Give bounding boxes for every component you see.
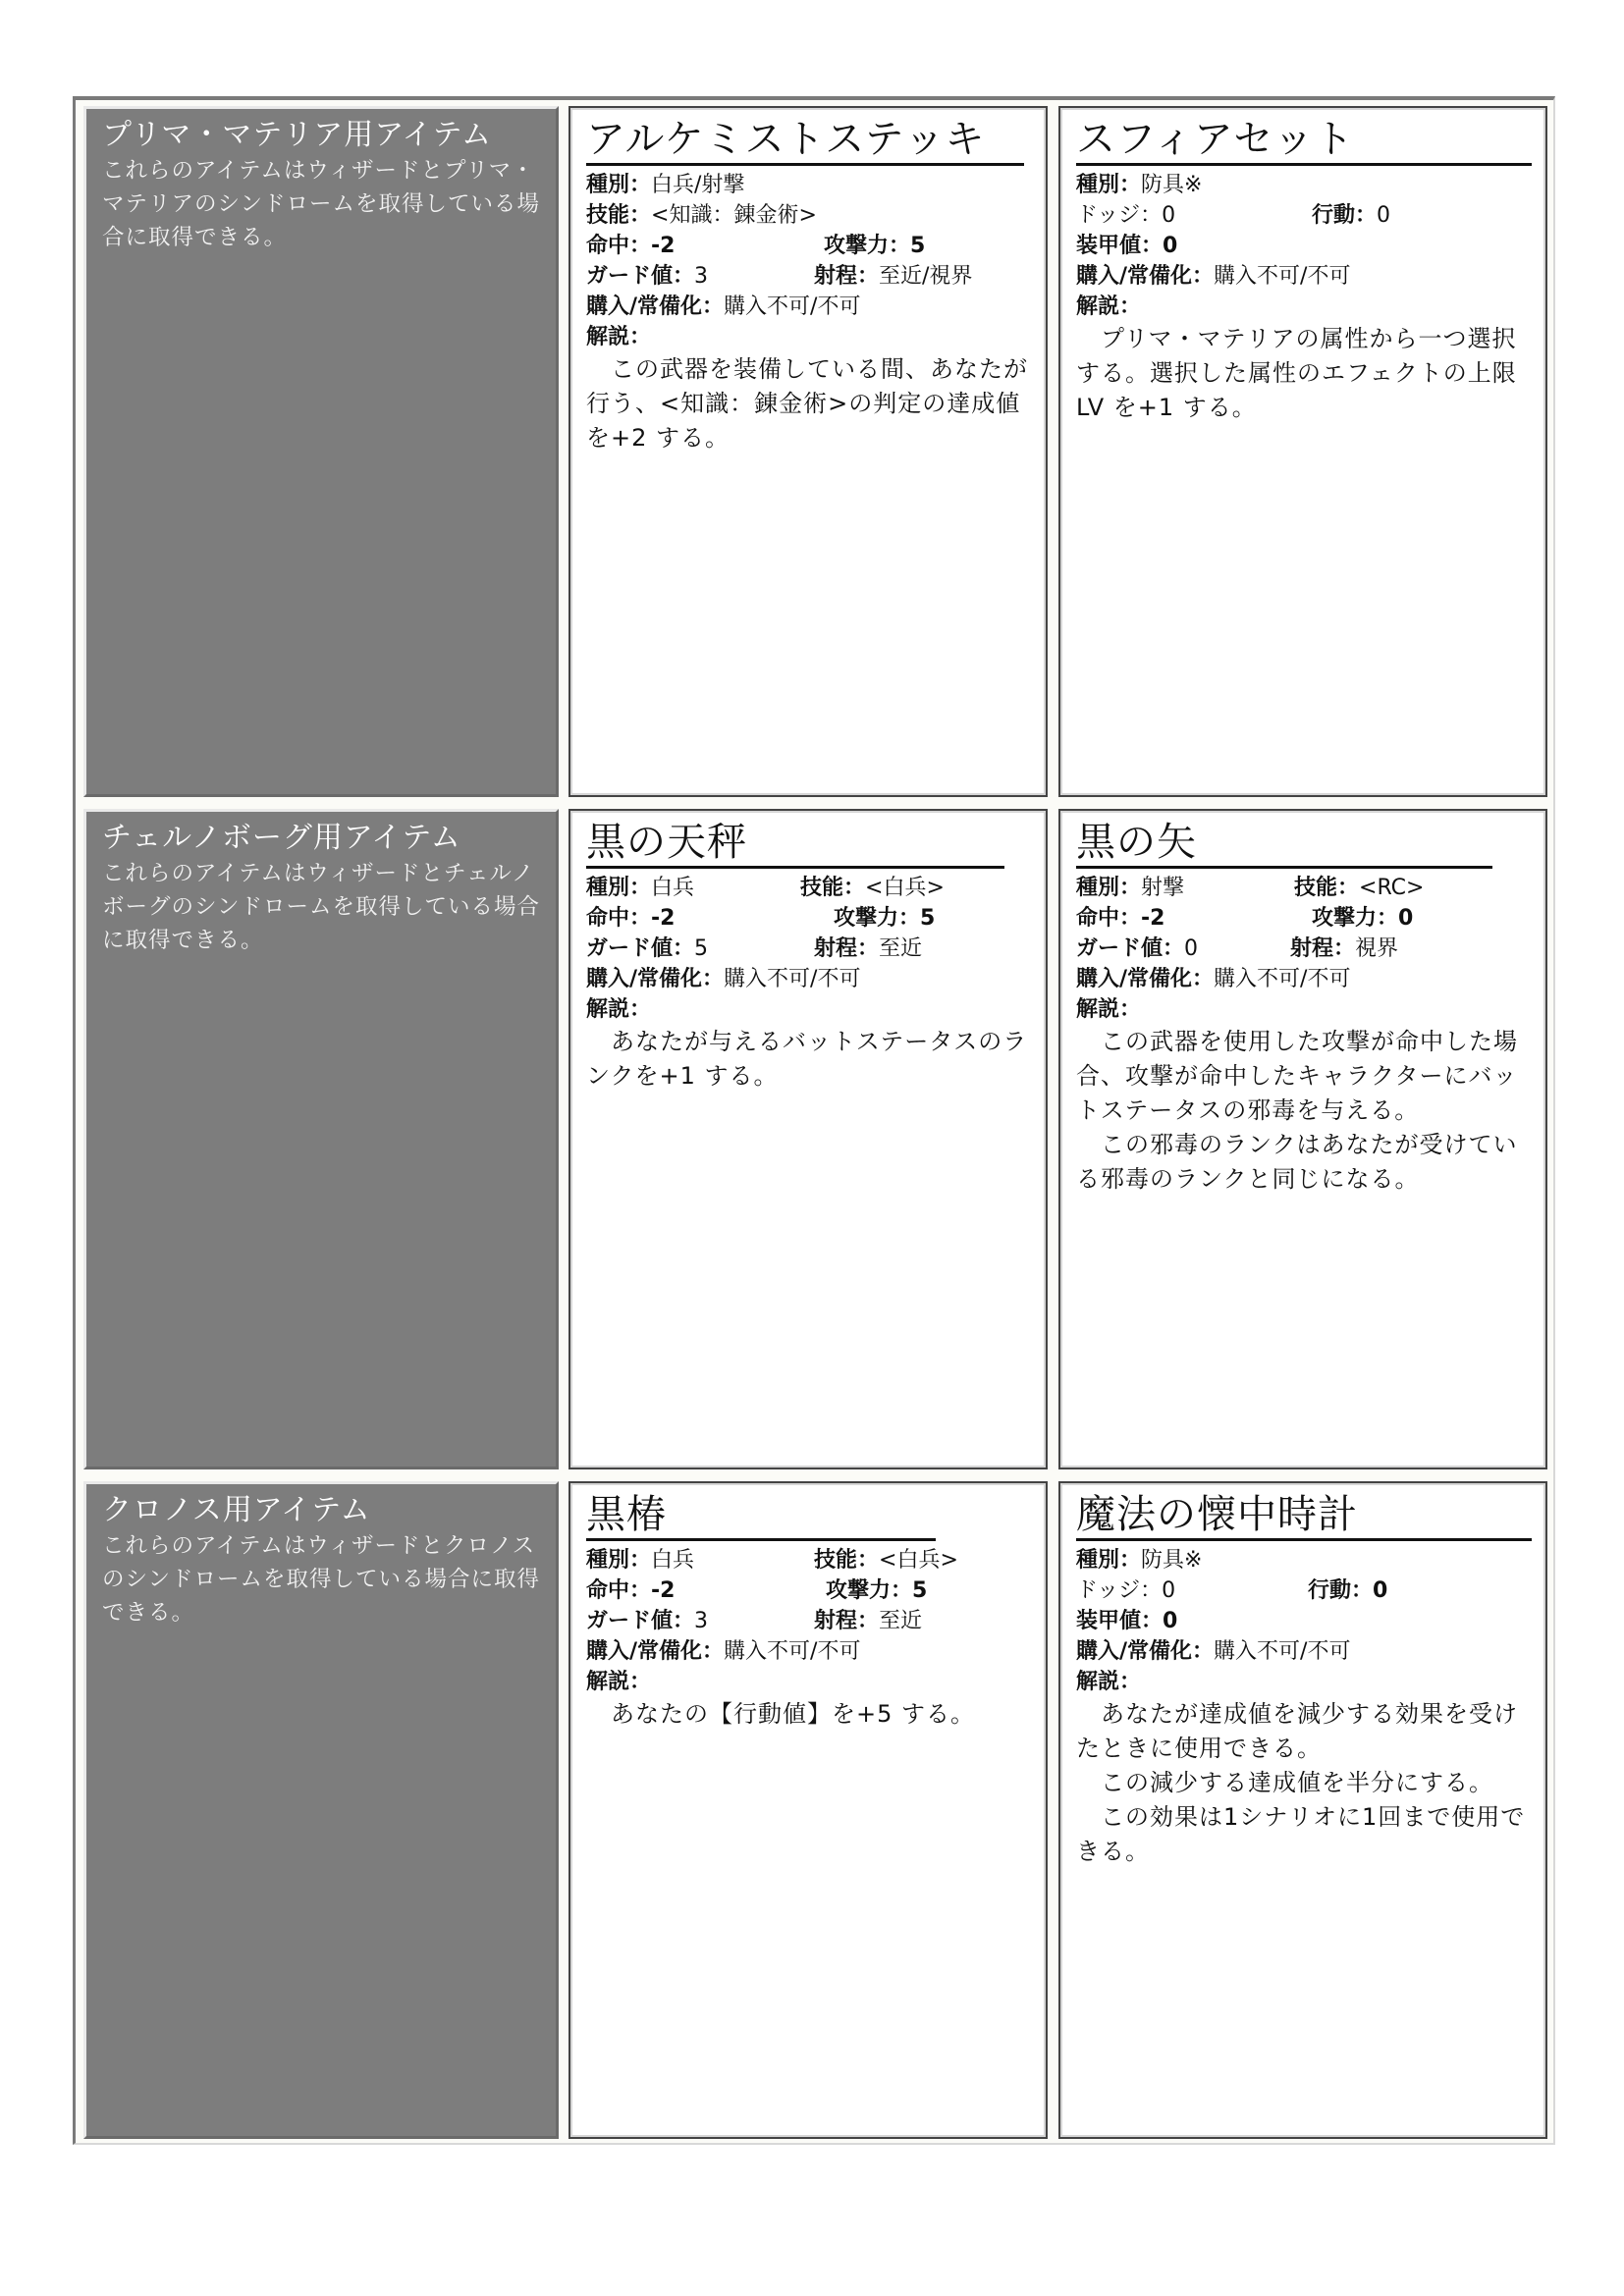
buy-label: 購入/常備化：	[586, 1639, 725, 1664]
action-label: 行動：	[1308, 1578, 1374, 1603]
hit-value: -2	[651, 906, 676, 931]
guard-label: ガード値：	[586, 936, 695, 961]
description-label: 解説：	[1076, 294, 1142, 319]
item-card-black-camellia	[568, 1481, 1048, 2139]
skill-value: <白兵>	[879, 1548, 958, 1573]
range-label: 射程：	[814, 1609, 880, 1633]
type-value: 白兵	[651, 876, 695, 900]
armor-value: 0	[1163, 234, 1178, 258]
skill-value: <白兵>	[865, 876, 945, 900]
type-label: 種別：	[1076, 173, 1142, 197]
range-value: 至近	[879, 1609, 923, 1633]
item-card-black-scales	[568, 809, 1048, 1469]
attack-value: 5	[910, 234, 926, 258]
item-name: 黒椿	[586, 1491, 936, 1541]
armor-label: 装甲値：	[1076, 234, 1164, 258]
hit-label: 命中：	[586, 906, 652, 931]
skill-label: 技能：	[814, 1548, 880, 1573]
description-label: 解説：	[1076, 1670, 1142, 1694]
guard-value: 3	[694, 264, 709, 289]
guard-label: ガード値：	[1076, 936, 1185, 961]
description-label: 解説：	[586, 325, 652, 349]
category-description: これらのアイテムはウィザードとクロノスのシンドロームを取得している場合に取得できる。	[102, 1533, 540, 1626]
attack-label: 攻撃力：	[824, 234, 911, 258]
armor-value: 0	[1163, 1609, 1178, 1633]
row-chronos	[76, 1475, 1558, 2145]
buy-value: 購入不可/不可	[724, 967, 861, 991]
guard-value: 0	[1184, 936, 1199, 961]
range-label: 射程：	[1290, 936, 1356, 961]
skill-value: <RC>	[1359, 876, 1425, 900]
attack-value: 5	[920, 906, 936, 931]
attack-label: 攻撃力：	[1312, 906, 1399, 931]
buy-label: 購入/常備化：	[586, 967, 725, 991]
hit-label: 命中：	[586, 234, 652, 258]
item-description: プリマ・マテリアの属性から一つ選択する。選択した属性のエフェクトの上限 LV を+1 する。	[1076, 325, 1517, 421]
range-label: 射程：	[814, 936, 880, 961]
guard-label: ガード値：	[586, 1609, 695, 1633]
action-value: 0	[1377, 203, 1391, 228]
buy-label: 購入/常備化：	[1076, 264, 1215, 289]
armor-label: 装甲値：	[1076, 1609, 1164, 1633]
attack-label: 攻撃力：	[826, 1578, 913, 1603]
category-panel	[83, 1481, 559, 2139]
skill-value: <知識：錬金術>	[651, 203, 817, 228]
row-chernobog	[76, 803, 1558, 1475]
skill-label: 技能：	[800, 876, 866, 900]
dodge-label: ドッジ：	[1076, 1578, 1163, 1603]
category-title: プリマ・マテリア用アイテム	[102, 118, 492, 152]
item-sheet	[73, 96, 1555, 2145]
category-panel	[83, 809, 559, 1469]
item-description-2: この邪毒のランクはあなたが受けている邪毒のランクと同じになる。	[1076, 1131, 1518, 1193]
category-title: クロノス用アイテム	[102, 1493, 371, 1527]
category-description: これらのアイテムはウィザードとチェルノボーグのシンドロームを取得している場合に取得できる。	[102, 861, 540, 953]
item-card-black-arrow	[1058, 809, 1547, 1469]
item-description: あなたが達成値を減少する効果を受けたときに使用できる。	[1076, 1700, 1518, 1762]
skill-label: 技能：	[1294, 876, 1360, 900]
guard-value: 3	[694, 1609, 709, 1633]
category-description: これらのアイテムはウィザードとプリマ・マテリアのシンドロームを取得している場合に取得できる。	[102, 158, 540, 250]
type-value: 防具※	[1141, 1548, 1203, 1573]
buy-value: 購入不可/不可	[724, 294, 861, 319]
type-label: 種別：	[586, 173, 652, 197]
range-label: 射程：	[814, 264, 880, 289]
buy-label: 購入/常備化：	[1076, 967, 1215, 991]
type-value: 防具※	[1141, 173, 1203, 197]
hit-value: -2	[651, 234, 676, 258]
hit-label: 命中：	[1076, 906, 1142, 931]
range-value: 至近	[879, 936, 923, 961]
action-label: 行動：	[1312, 203, 1378, 228]
guard-value: 5	[694, 936, 709, 961]
type-value: 白兵	[651, 1548, 695, 1573]
attack-value: 0	[1398, 906, 1414, 931]
description-label: 解説：	[586, 1670, 652, 1694]
item-card-magic-pocket-watch	[1058, 1481, 1547, 2139]
hit-label: 命中：	[586, 1578, 652, 1603]
item-name: 黒の矢	[1076, 819, 1492, 869]
item-card-alchemist-stick	[568, 106, 1048, 797]
item-name: 魔法の懐中時計	[1076, 1491, 1532, 1541]
dodge-value: 0	[1162, 1578, 1176, 1603]
hit-value: -2	[1141, 906, 1165, 931]
item-name: スフィアセット	[1076, 116, 1532, 166]
buy-label: 購入/常備化：	[586, 294, 725, 319]
type-value: 射撃	[1141, 876, 1185, 900]
item-name: アルケミストステッキ	[586, 116, 1024, 166]
buy-value: 購入不可/不可	[1214, 264, 1351, 289]
buy-value: 購入不可/不可	[724, 1639, 861, 1664]
item-description-3: この効果は1シナリオに1回まで使用できる。	[1076, 1803, 1526, 1865]
item-description-2: この減少する達成値を半分にする。	[1101, 1769, 1493, 1796]
item-name: 黒の天秤	[586, 819, 1004, 869]
item-description: この武器を使用した攻撃が命中した場合、攻撃が命中したキャラクターにバットステータスの邪毒を与える。	[1076, 1028, 1518, 1124]
range-value: 至近/視界	[879, 264, 973, 289]
category-panel	[83, 106, 559, 797]
item-description: あなたの【行動値】を+5 する。	[611, 1700, 976, 1728]
item-description: この武器を装備している間、あなたが行う、<知識：錬金術>の判定の達成値を+2 する。	[586, 355, 1028, 452]
type-label: 種別：	[586, 876, 652, 900]
type-label: 種別：	[586, 1548, 652, 1573]
attack-value: 5	[912, 1578, 928, 1603]
buy-label: 購入/常備化：	[1076, 1639, 1215, 1664]
type-label: 種別：	[1076, 876, 1142, 900]
guard-label: ガード値：	[586, 264, 695, 289]
description-label: 解説：	[1076, 997, 1142, 1022]
category-title: チェルノボーグ用アイテム	[102, 821, 461, 855]
action-value: 0	[1373, 1578, 1388, 1603]
skill-label: 技能：	[586, 203, 652, 228]
type-label: 種別：	[1076, 1548, 1142, 1573]
row-prima-materia	[76, 100, 1558, 803]
dodge-label: ドッジ：	[1076, 203, 1163, 228]
buy-value: 購入不可/不可	[1214, 1639, 1351, 1664]
item-card-sphere-set	[1058, 106, 1547, 797]
description-label: 解説：	[586, 997, 652, 1022]
hit-value: -2	[651, 1578, 676, 1603]
item-description: あなたが与えるバットステータスのランクを+1 する。	[586, 1028, 1028, 1090]
type-value: 白兵/射撃	[651, 173, 745, 197]
dodge-value: 0	[1162, 203, 1176, 228]
range-value: 視界	[1355, 936, 1399, 961]
buy-value: 購入不可/不可	[1214, 967, 1351, 991]
attack-label: 攻撃力：	[834, 906, 921, 931]
